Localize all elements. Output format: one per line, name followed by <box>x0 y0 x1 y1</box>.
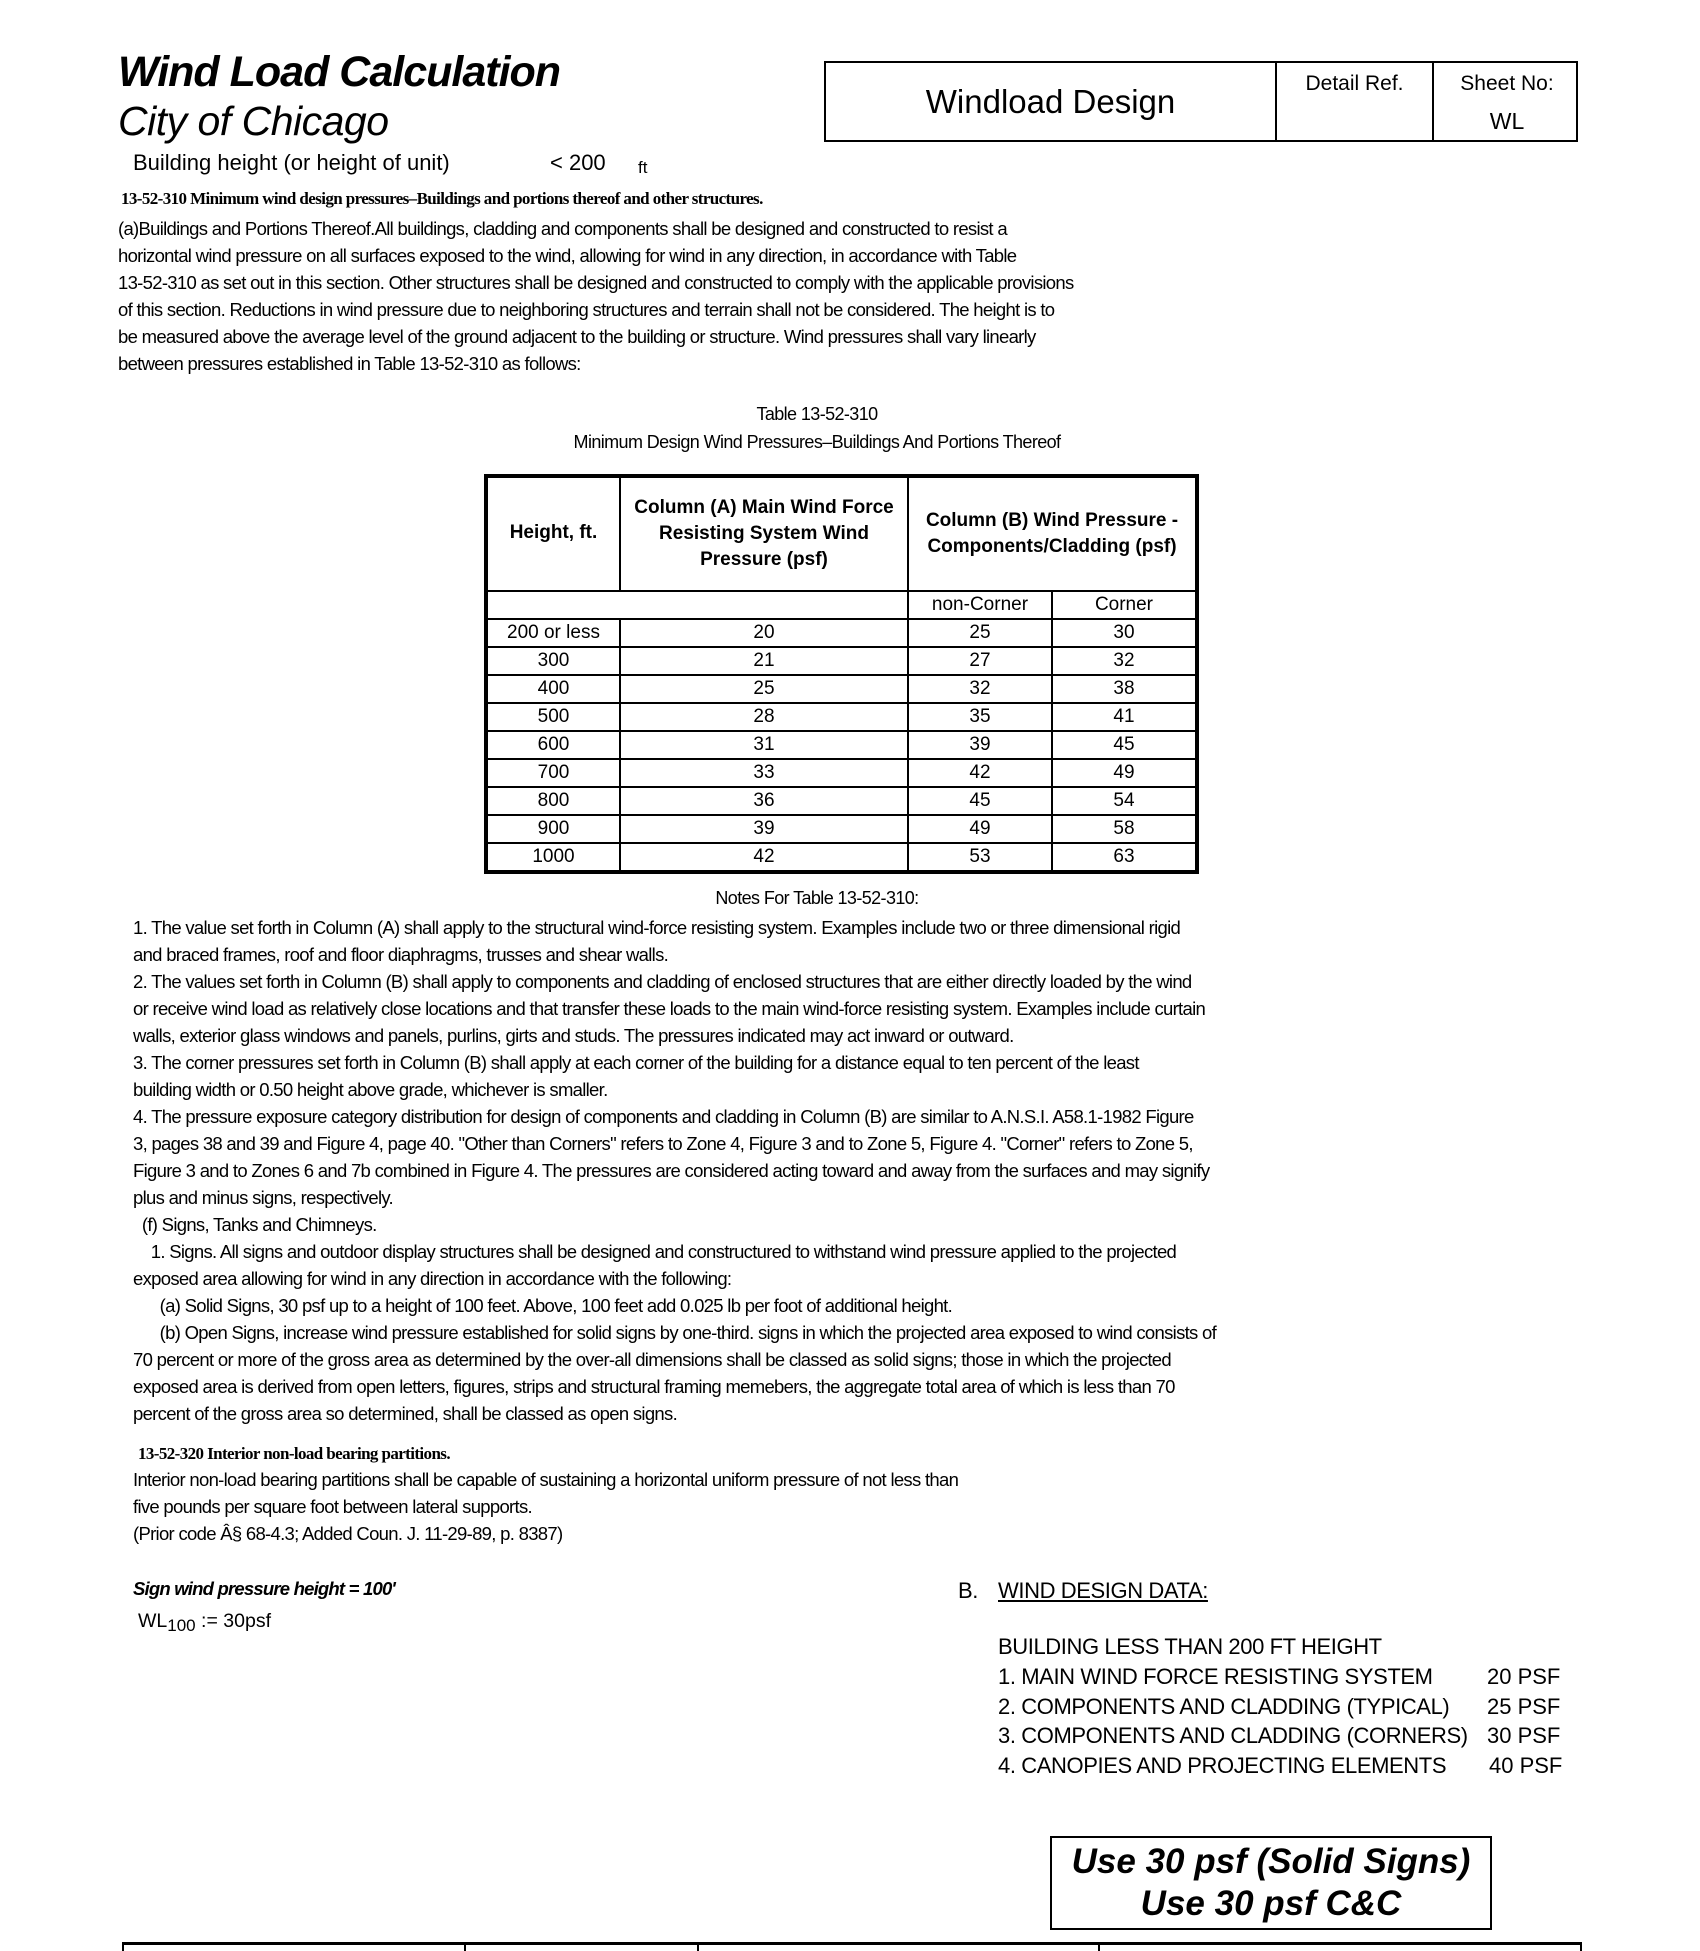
wdd-item: 1. MAIN WIND FORCE RESISTING SYSTEM <box>998 1664 1433 1689</box>
cell-height: 500 <box>486 703 620 731</box>
cell-height: 1000 <box>486 843 620 872</box>
table-row <box>486 843 1197 872</box>
wdd-label: B. <box>958 1578 978 1603</box>
note-line: walls, exterior glass windows and panels, purlins, girts and studs. The pressures indicated may act inward or outward. <box>133 1025 1014 1046</box>
note-line: Figure 3 and to Zones 6 and 7b combined in Figure 4. The pressures are considered acting toward and away from the surfaces and may signify <box>133 1160 1210 1181</box>
note-line: plus and minus signs, respectively. <box>133 1187 393 1208</box>
cell-non-corner: 32 <box>908 675 1052 703</box>
note-line: (f) Signs, Tanks and Chimneys. <box>133 1214 377 1235</box>
paragraph-line: horizontal wind pressure on all surfaces exposed to the wind, allowing for wind in any direction, in accordance with Table <box>118 245 1017 266</box>
cell-column-a: 21 <box>620 647 908 675</box>
note-line: percent of the gross area so determined, shall be classed as open signs. <box>133 1403 678 1424</box>
cell-height: 200 or less <box>486 619 620 647</box>
cell-non-corner: 53 <box>908 843 1052 872</box>
note-line: (a) Solid Signs, 30 psf up to a height of 100 feet. Above, 100 feet add 0.025 lb per foot of additional height. <box>133 1295 953 1316</box>
table-row <box>486 759 1197 787</box>
wdd-item-value: 40 PSF <box>1489 1753 1563 1778</box>
cell-corner: 30 <box>1052 619 1197 647</box>
note-line: 3. The corner pressures set forth in Column (B) shall apply at each corner of the building for a distance equal to ten percent of the least <box>133 1052 1139 1073</box>
table-caption: Table 13-52-310 <box>756 404 878 424</box>
paragraph-line: five pounds per square foot between lateral supports. <box>133 1496 532 1517</box>
section-310-heading: 13-52-310 Minimum wind design pressures–Buildings and portions thereof and other structures. <box>121 189 763 208</box>
bottom-border-tick <box>1580 1942 1582 1951</box>
cell-column-a: 31 <box>620 731 908 759</box>
cell-column-a: 39 <box>620 815 908 843</box>
note-line: 4. The pressure exposure category distribution for design of components and cladding in Column (B) are similar to A.N.S.I. A58.1-1982 Figure <box>133 1106 1194 1127</box>
wind-pressure-table <box>484 474 1199 874</box>
paragraph-line: (Prior code Â§ 68-4.3; Added Coun. J. 11-29-89, p. 8387) <box>133 1523 563 1544</box>
note-line: 1. Signs. All signs and outdoor display structures shall be designed and constructured to withstand wind pressure applied to the projected <box>133 1241 1177 1262</box>
table-header-row <box>486 476 1197 591</box>
detail-ref-cell <box>1277 63 1434 140</box>
header-non-corner: non-Corner <box>908 591 1052 619</box>
header-corner: Corner <box>1052 591 1197 619</box>
paragraph-line: 13-52-310 as set out in this section. Other structures shall be designed and constructed to comply with the applicable provisions <box>118 272 1074 293</box>
paragraph-line: be measured above the average level of the ground adjacent to the building or structure. Wind pressures shall vary linearly <box>118 326 1036 347</box>
cell-corner: 45 <box>1052 731 1197 759</box>
note-line: 1. The value set forth in Column (A) shall apply to the structural wind-force resisting system. Examples include two or three dimensional rigid <box>133 917 1181 938</box>
note-line: 2. The values set forth in Column (B) shall apply to components and cladding of enclosed structures that are either directly loaded by the wind <box>133 971 1192 992</box>
cell-height: 900 <box>486 815 620 843</box>
cell-non-corner: 35 <box>908 703 1052 731</box>
header-column-b: Column (B) Wind Pressure - Components/Cladding (psf) <box>908 476 1197 591</box>
conclusion-line: Use 30 psf (Solid Signs) <box>1071 1842 1471 1881</box>
title-block-main: Windload Design <box>826 63 1277 140</box>
cell-column-a: 28 <box>620 703 908 731</box>
section-320-heading: 13-52-320 Interior non-load bearing partitions. <box>138 1444 450 1463</box>
table-subcaption: Minimum Design Wind Pressures–Buildings And Portions Thereof <box>573 432 1061 452</box>
note-line: exposed area is derived from open letters, figures, strips and structural framing memebers, the aggregate total area of which is less than 70 <box>133 1376 1175 1397</box>
bottom-border-tick <box>122 1942 124 1951</box>
cell-height: 400 <box>486 675 620 703</box>
wdd-item-value: 30 PSF <box>1487 1723 1561 1748</box>
cell-height: 800 <box>486 787 620 815</box>
cell-corner: 41 <box>1052 703 1197 731</box>
wl-assign: := <box>201 1610 218 1632</box>
cell-column-a: 25 <box>620 675 908 703</box>
sheet-no-cell <box>1436 63 1578 140</box>
cell-height: 300 <box>486 647 620 675</box>
wl-definition <box>138 1610 271 1636</box>
cell-height: 700 <box>486 759 620 787</box>
cell-corner: 49 <box>1052 759 1197 787</box>
section-320-body <box>133 1466 958 1547</box>
wdd-item-value: 20 PSF <box>1487 1664 1561 1689</box>
subheader-blank <box>486 591 908 619</box>
cell-corner: 54 <box>1052 787 1197 815</box>
building-height-unit: ft <box>638 158 648 177</box>
section-310-paragraph <box>118 215 1074 377</box>
note-line: 70 percent or more of the gross area as determined by the over-all dimensions shall be classed as solid signs; those in which the projected <box>133 1349 1171 1370</box>
table-row <box>486 647 1197 675</box>
wl-value: 30psf <box>223 1610 271 1632</box>
note-line: exposed area allowing for wind in any direction in accordance with the following: <box>133 1268 732 1289</box>
wl-subscript: 100 <box>167 1616 196 1635</box>
table-row <box>486 815 1197 843</box>
note-line: or receive wind load as relatively close locations and that transfer these loads to the main wind-force resisting system. Examples include curtain <box>133 998 1206 1019</box>
conclusion-line: Use 30 psf C&C <box>1140 1884 1402 1923</box>
note-line: building width or 0.50 height above grade, whichever is smaller. <box>133 1079 608 1100</box>
table-subheader-row <box>486 591 1197 619</box>
cell-corner: 63 <box>1052 843 1197 872</box>
note-line: and braced frames, roof and floor diaphragms, trusses and shear walls. <box>133 944 669 965</box>
wind-design-data-heading <box>958 1578 1208 1604</box>
cell-non-corner: 45 <box>908 787 1052 815</box>
cell-height: 600 <box>486 731 620 759</box>
bottom-border <box>122 1942 1582 1945</box>
detail-ref-label: Detail Ref. <box>1305 72 1404 95</box>
table-row <box>486 731 1197 759</box>
cell-column-a: 20 <box>620 619 908 647</box>
sign-wind-heading: Sign wind pressure height = 100' <box>133 1578 396 1599</box>
bottom-border-tick <box>1098 1942 1100 1951</box>
paragraph-line: of this section. Reductions in wind pressure due to neighboring structures and terrain shall not be considered. The height is to <box>118 299 1055 320</box>
cell-column-a: 42 <box>620 843 908 872</box>
paragraph-line: between pressures established in Table 13-52-310 as follows: <box>118 353 581 374</box>
wdd-item: 4. CANOPIES AND PROJECTING ELEMENTS <box>998 1753 1447 1778</box>
wdd-title: WIND DESIGN DATA: <box>998 1578 1208 1603</box>
page-title: Wind Load Calculation <box>118 48 561 96</box>
sheet-no-label: Sheet No: <box>1460 72 1554 95</box>
cell-non-corner: 49 <box>908 815 1052 843</box>
sheet-no-value: WL <box>1489 108 1525 134</box>
cell-non-corner: 25 <box>908 619 1052 647</box>
cell-non-corner: 42 <box>908 759 1052 787</box>
notes-body <box>133 914 1216 1427</box>
notes-title: Notes For Table 13-52-310: <box>715 888 919 908</box>
table-row <box>486 703 1197 731</box>
bottom-border-tick <box>464 1942 466 1951</box>
cell-non-corner: 27 <box>908 647 1052 675</box>
paragraph-line: (a)Buildings and Portions Thereof.All buildings, cladding and components shall be designed and constructed to resist a <box>118 218 1007 239</box>
note-line: 3, pages 38 and 39 and Figure 4, page 40. "Other than Corners" refers to Zone 4, Figure 3 and to Zone 5, Figure 4. "Corner" refers to Zone 5, <box>133 1133 1193 1154</box>
header-height: Height, ft. <box>486 476 620 591</box>
table-row <box>486 787 1197 815</box>
wl-var: WL <box>138 1610 168 1632</box>
page-subtitle: City of Chicago <box>118 98 389 144</box>
paragraph-line: Interior non-load bearing partitions shall be capable of sustaining a horizontal uniform pressure of not less than <box>133 1469 959 1490</box>
cell-column-a: 36 <box>620 787 908 815</box>
bottom-border-tick <box>697 1942 699 1951</box>
note-line: (b) Open Signs, increase wind pressure established for solid signs by one-third. signs in which the projected area exposed to wind consists of <box>133 1322 1217 1343</box>
building-height-label: Building height (or height of unit) <box>133 150 450 175</box>
cell-corner: 58 <box>1052 815 1197 843</box>
header-column-a: Column (A) Main Wind Force Resisting System Wind Pressure (psf) <box>620 476 908 591</box>
table-row <box>486 675 1197 703</box>
conclusion-box <box>1050 1836 1492 1930</box>
building-height-value: < 200 <box>550 150 606 175</box>
wdd-subtitle: BUILDING LESS THAN 200 FT HEIGHT <box>998 1634 1382 1659</box>
wdd-item: 2. COMPONENTS AND CLADDING (TYPICAL) <box>998 1694 1450 1719</box>
cell-corner: 32 <box>1052 647 1197 675</box>
title-block <box>824 61 1578 142</box>
wdd-item: 3. COMPONENTS AND CLADDING (CORNERS) <box>998 1723 1468 1748</box>
wdd-item-value: 25 PSF <box>1487 1694 1561 1719</box>
cell-non-corner: 39 <box>908 731 1052 759</box>
cell-corner: 38 <box>1052 675 1197 703</box>
table-row <box>486 619 1197 647</box>
cell-column-a: 33 <box>620 759 908 787</box>
